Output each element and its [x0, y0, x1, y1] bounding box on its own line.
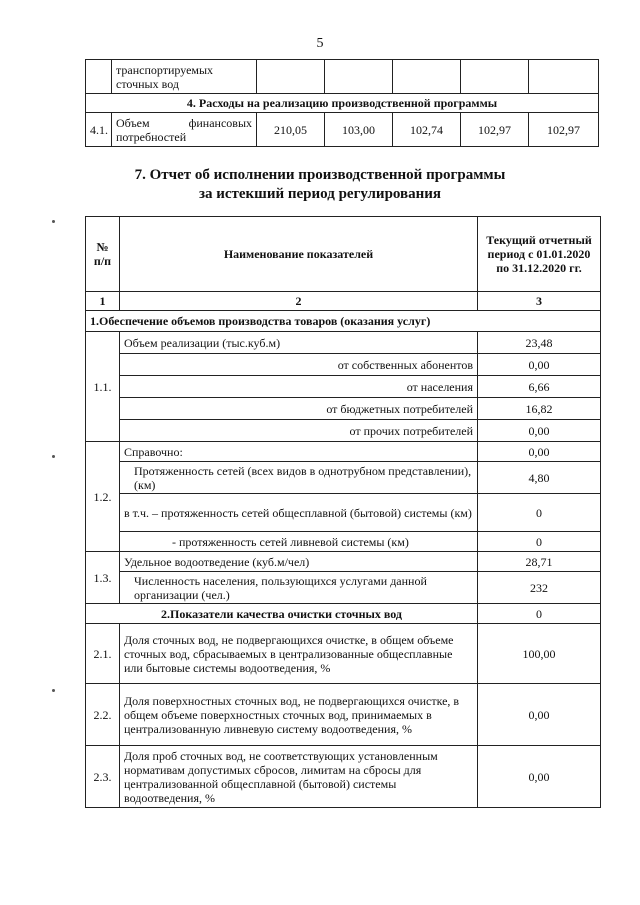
table-row [86, 332, 601, 354]
table-row [86, 60, 599, 94]
section-row [86, 311, 601, 332]
row-label: Объем реализации (тыс.куб.м) [120, 332, 478, 354]
row-label: от собственных абонентов [120, 354, 478, 376]
row-label: от бюджетных потребителей [120, 398, 478, 420]
row-value: 0,00 [478, 420, 601, 442]
row-value: 0 [478, 494, 601, 532]
report-title-line-2: за истекший период регулирования [198, 186, 442, 202]
row-label: Справочно: [120, 442, 478, 462]
row-number: 2.2. [86, 684, 120, 746]
value-cell: 102,97 [529, 113, 599, 147]
row-value: 28,71 [478, 552, 601, 572]
header-row [86, 217, 601, 292]
value-cell: 102,74 [393, 113, 461, 147]
scan-mark [52, 689, 55, 692]
row-value: 0,00 [478, 354, 601, 376]
header-number: № п/п [86, 217, 120, 292]
table-row [86, 420, 601, 442]
row-number: 2.3. [86, 746, 120, 808]
section-title: 1.Обеспечение объемов производства товаров (оказания услуг) [86, 311, 601, 332]
scan-mark [52, 220, 55, 223]
table-row [86, 552, 601, 572]
row-value: 0 [478, 604, 601, 624]
table-row [86, 624, 601, 684]
report-title [0, 166, 640, 204]
row-value: 16,82 [478, 398, 601, 420]
row-name: транспортируемых сточных вод [112, 60, 257, 94]
table-row [86, 462, 601, 494]
row-value: 0,00 [478, 442, 601, 462]
section-title: 2.Показатели качества очистки сточных вод [86, 604, 478, 624]
row-label: от населения [120, 376, 478, 398]
row-label: Доля поверхностных сточных вод, не подвергающихся очистке, в общем объеме поверхностных сточных вод, принимаемых в централизованную ливневую систему водоотведения, % [120, 684, 478, 746]
row-value: 232 [478, 572, 601, 604]
row-number: 1.3. [86, 552, 120, 604]
row-label: в т.ч. – протяженность сетей общесплавной (бытовой) системы (км) [120, 494, 478, 532]
row-label: - протяженность сетей ливневой системы (км) [120, 532, 478, 552]
table-row [86, 494, 601, 532]
row-value: 100,00 [478, 624, 601, 684]
scan-mark [52, 455, 55, 458]
row-value: 6,66 [478, 376, 601, 398]
table-row [86, 532, 601, 552]
table-row [86, 354, 601, 376]
value-cell: 210,05 [257, 113, 325, 147]
row-value: 0,00 [478, 684, 601, 746]
page-number: 5 [316, 36, 324, 51]
row-label: Доля проб сточных вод, не соответствующих установленным нормативам допустимых сбросов, лимитам на сбросы для централизованной общесплавной (бытовой) системы водоотведения, % [120, 746, 478, 808]
row-label: Численность населения, пользующихся услугами данной организации (чел.) [120, 572, 478, 604]
row-number: 1.1. [86, 332, 120, 442]
row-number: 4.1. [86, 113, 112, 147]
table-row [86, 684, 601, 746]
column-number-row: 1 2 3 [86, 292, 601, 311]
section-title: 4. Расходы на реализацию производственной программы [86, 94, 599, 113]
header-period: Текущий отчетный период с 01.01.2020 по 31.12.2020 гг. [478, 217, 601, 292]
report-table [85, 216, 601, 808]
section-row [86, 604, 601, 624]
table-row [86, 376, 601, 398]
row-label: от прочих потребителей [120, 420, 478, 442]
row-value: 23,48 [478, 332, 601, 354]
row-value: 0 [478, 532, 601, 552]
row-label: Удельное водоотведение (куб.м/чел) [120, 552, 478, 572]
row-label: Доля сточных вод, не подвергающихся очистке, в общем объеме сточных вод, сбрасываемых в централизованные общесплавные или бытовые системы водоотведения, % [120, 624, 478, 684]
row-label: Протяженность сетей (всех видов в однотрубном представлении), (км) [120, 462, 478, 494]
table-row [86, 572, 601, 604]
table-row [86, 442, 601, 462]
report-title-line-1: 7. Отчет об исполнении производственной программы [134, 167, 506, 183]
table-row [86, 746, 601, 808]
row-value: 0,00 [478, 746, 601, 808]
table-row [86, 113, 599, 147]
table-row [86, 398, 601, 420]
row-value: 4,80 [478, 462, 601, 494]
row-name: Объем финансовых потребностей [112, 113, 257, 147]
row-number: 2.1. [86, 624, 120, 684]
header-name: Наименование показателей [120, 217, 478, 292]
value-cell: 102,97 [461, 113, 529, 147]
section-row [86, 94, 599, 113]
production-program-table-continuation [85, 59, 599, 147]
value-cell: 103,00 [325, 113, 393, 147]
row-number: 1.2. [86, 442, 120, 552]
